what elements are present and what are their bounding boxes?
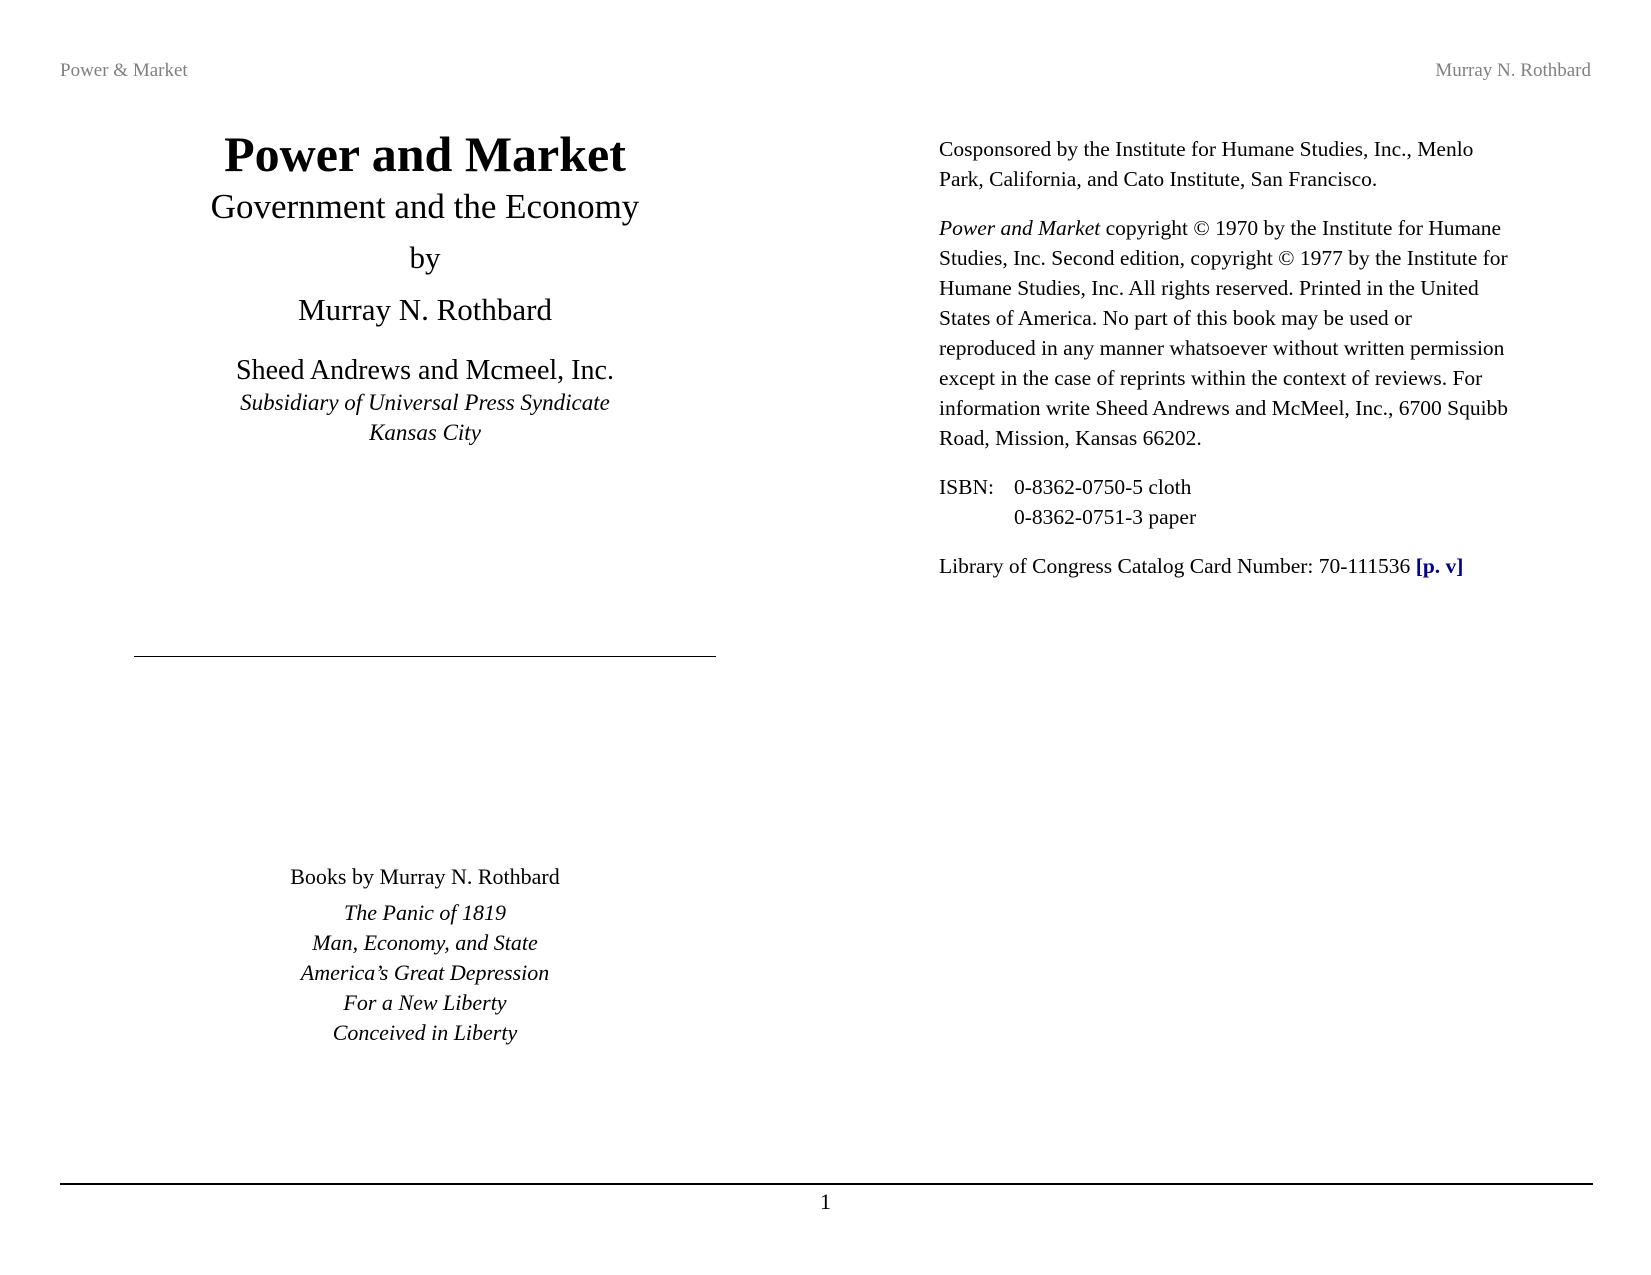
divider-rule (134, 656, 716, 657)
page-reference-link[interactable]: [p. v] (1415, 554, 1464, 578)
publisher-name: Sheed Andrews and Mcmeel, Inc. (236, 355, 614, 386)
book-list-item: Man, Economy, and State (312, 930, 538, 955)
cosponsor-paragraph: Cosponsored by the Institute for Humane Studies, Inc., Menlo Park, California, and Cato Institute, San Francisco. (939, 137, 1474, 191)
isbn-cloth: 0-8362-0750-5 cloth (1014, 475, 1192, 499)
publisher-subsidiary: Subsidiary of Universal Press Syndicate (240, 390, 610, 415)
by-line: by (409, 240, 441, 275)
isbn-label: ISBN: (939, 475, 994, 499)
book-list-item: America’s Great Depression (300, 960, 550, 985)
footer-rule (60, 1183, 1593, 1185)
loc-catalog-text: Library of Congress Catalog Card Number: 70-111536 (939, 554, 1416, 578)
title-block (134, 124, 716, 448)
running-head-right: Murray N. Rothbard (1435, 60, 1591, 81)
copyright-paragraph (939, 213, 1509, 453)
books-heading: Books by Murray N. Rothbard (290, 864, 560, 889)
copyright-book-title: Power and Market (939, 216, 1101, 240)
book-title: Power and Market (224, 126, 626, 182)
loc-catalog-paragraph (939, 551, 1509, 581)
copyright-column (939, 134, 1509, 600)
page-number: 1 (820, 1189, 831, 1214)
books-by-author (134, 862, 716, 1048)
isbn-values (1014, 472, 1196, 532)
copyright-notice-text: copyright © 1970 by the Institute for Humane Studies, Inc. Second edition, copyright © 1977 by the Institute for Humane Studies, Inc. All rights reserved. Printed in the United States of America. No part of this book may be used or reproduced in any manner whatsoever without written permission except in the case of reprints within the context of reviews. For information write Sheed Andrews and McMeel, Inc., 6700 Squibb Road, Mission, Kansas 66202. (939, 216, 1509, 450)
book-list-item: Conceived in Liberty (332, 1020, 518, 1045)
isbn-block (939, 472, 1509, 532)
isbn-paper: 0-8362-0751-3 paper (1014, 505, 1197, 529)
book-subtitle: Government and the Economy (210, 187, 640, 226)
book-list-item: The Panic of 1819 (344, 900, 506, 925)
book-list-item: For a New Liberty (343, 990, 507, 1015)
publisher-city: Kansas City (369, 420, 481, 445)
running-head-left: Power & Market (60, 60, 188, 81)
author-name: Murray N. Rothbard (298, 292, 552, 327)
